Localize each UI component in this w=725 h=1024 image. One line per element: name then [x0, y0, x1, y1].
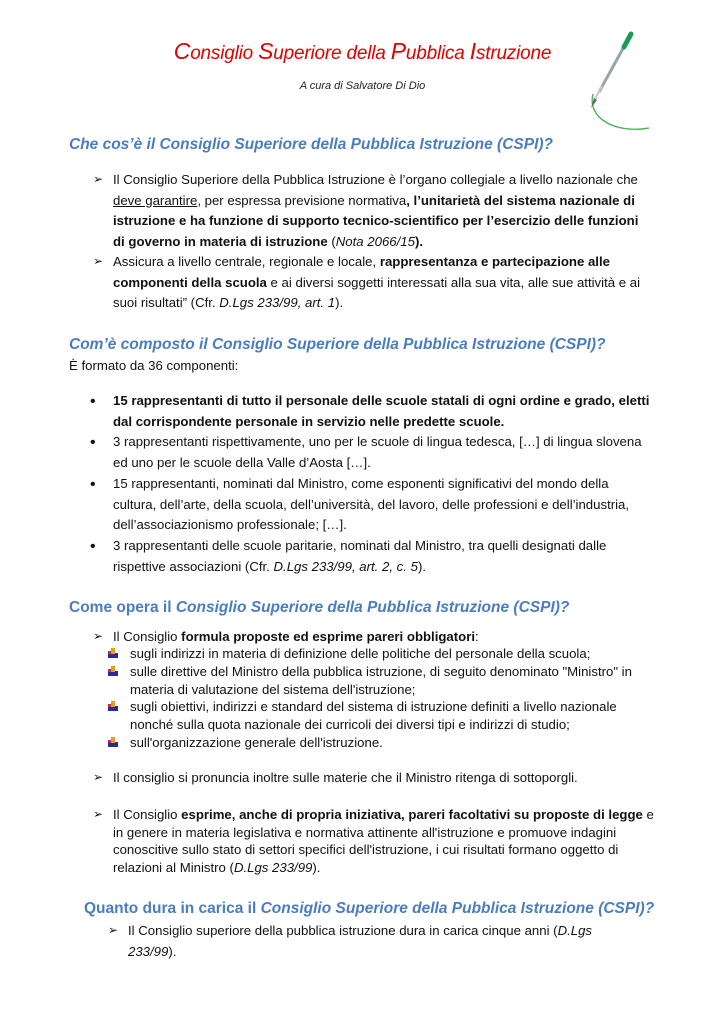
title-part-4: struzione [475, 43, 552, 64]
dot-bullet-icon: • [90, 393, 96, 410]
title-part-3: ubblica [405, 43, 470, 64]
arrow-bullet-icon: ➢ [93, 254, 104, 268]
section4-item1: Il Consiglio superiore della pubblica istruzione dura in carica cinque anni (D.Lgs 233/99). [128, 923, 593, 959]
square-bullet-icon [108, 648, 118, 658]
title-cap-1: C [173, 38, 191, 64]
square-bullet-icon [108, 737, 118, 747]
arrow-bullet-icon: ➢ [108, 923, 119, 937]
dot-bullet-icon: • [90, 538, 96, 555]
square-bullet-icon [108, 666, 118, 676]
section2-item3: 15 rappresentanti, nominati dal Ministro, come esponenti significativi del mondo della cultura, dell’arte, della scuola, dell’università, del lavoro, delle professioni e dell’industria, dell’associazionismo professionale; […]. [113, 476, 630, 532]
section3-item2: Il consiglio si pronuncia inoltre sulle materie che il Ministro ritenga di sottoporgli. [113, 770, 578, 785]
arrow-bullet-icon: ➢ [93, 172, 104, 186]
arrow-bullet-icon: ➢ [93, 629, 104, 643]
arrow-bullet-icon: ➢ [93, 770, 104, 784]
title-part-2: uperiore della [273, 43, 391, 64]
section2-item1: 15 rappresentanti di tutto il personale delle scuole statali di ogni ordine e grado, eletti dal corrispondente personale in servizio nelle predette scuole. [113, 393, 650, 429]
author-line: A cura di Salvatore Di Dio [299, 80, 426, 92]
section3-subitem4: sull'organizzazione generale dell'istruzione. [130, 735, 383, 750]
section3-item3: Il Consiglio esprime, anche di propria iniziativa, pareri facoltativi su proposte di legge e in genere in materia legislativa e normativa attinente all'istruzione e promuove indagini conoscitive sullo stato di settori specifici dell'istruzione, i cui risultati formano oggetto di relazioni al Ministro (D.Lgs 233/99). [113, 807, 654, 875]
section1-item2: Assicura a livello centrale, regionale e locale, rappresentanza e partecipazione alle componenti della scuola e ai diversi soggetti interessati alla sua vita, alle sue attività e ai suoi risultati” (Cfr. D.Lgs 233/99, art. 1). [113, 254, 640, 310]
title-part-1: onsiglio [190, 43, 259, 64]
section3-item1: Il Consiglio formula proposte ed esprime pareri obbligatori: [113, 629, 479, 644]
section2-item2: 3 rappresentanti rispettivamente, uno per le scuole di lingua tedesca, […] di lingua slovena ed uno per le scuole della Valle d’Aosta […]. [113, 434, 642, 470]
section2-item4: 3 rappresentanti delle scuole paritarie, nominati dal Ministro, tra quelli designati dalle rispettive associazioni (Cfr. D.Lgs 233/99, art. 2, c. 5). [113, 538, 607, 574]
section2-intro: È formato da 36 componenti: [69, 358, 239, 373]
section3-subitem2: sulle direttive del Ministro della pubblica istruzione, di seguito denominato "Ministro" in materia di valutazione del sistema dell'istruzione; [130, 664, 632, 697]
pen-icon [585, 28, 655, 134]
section3-subitem1: sugli indirizzi in materia di definizione delle politiche del personale della scuola; [130, 646, 591, 661]
section3-subitem3: sugli obiettivi, indirizzi e standard del sistema di istruzione definiti a livello nazionale nonché sulla quota nazionale dei curricoli dei diversi tipi e indirizzi di studio; [130, 699, 617, 732]
section-heading-composto: Com’è composto il Consiglio Superiore della Pubblica Istruzione (CSPI)? [69, 336, 606, 353]
section-heading-come-opera: Come opera il Consiglio Superiore della Pubblica Istruzione (CSPI)? [69, 599, 570, 616]
arrow-bullet-icon: ➢ [93, 807, 104, 821]
title-cap-2: S [258, 38, 274, 64]
title-cap-3: P [390, 38, 406, 64]
square-bullet-icon [108, 701, 118, 711]
section-heading-durata: Quanto dura in carica il Consiglio Superiore della Pubblica Istruzione (CSPI)? [84, 900, 655, 917]
section1-item1: Il Consiglio Superiore della Pubblica Istruzione è l’organo collegiale a livello nazionale che deve garantire, per espressa previsione normativa, l’unitarietà del sistema nazionale di istruzione e ha funzione di supporto tecnico-scientifico per l’esercizio delle funzioni di governo in materia di istruzione (Nota 2066/15). [113, 172, 639, 249]
dot-bullet-icon: • [90, 476, 96, 493]
section-heading-cos-e: Che cos’è il Consiglio Superiore della Pubblica Istruzione (CSPI)? [69, 136, 554, 153]
title-cap-4: I [469, 38, 476, 64]
dot-bullet-icon: • [90, 434, 96, 451]
